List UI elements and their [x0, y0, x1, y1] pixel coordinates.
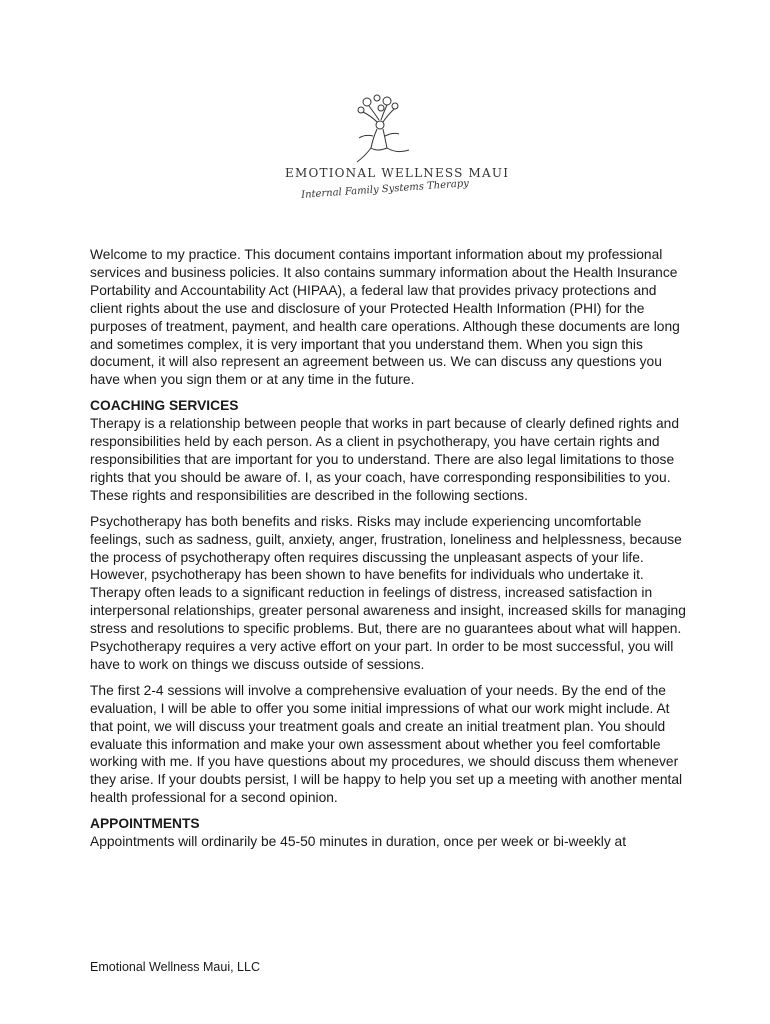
coaching-services-heading: COACHING SERVICES [90, 398, 239, 414]
page-footer: Emotional Wellness Maui, LLC [90, 960, 260, 974]
coaching-services-section [90, 397, 688, 504]
document-body [90, 246, 688, 859]
appointments-heading: APPOINTMENTS [90, 816, 200, 832]
intro-paragraph: Welcome to my practice. This document contains important information about my professional services and business policies. It also contains summary information about the Health Insurance Portability and Accountability Act (HIPAA), a federal law that provides privacy protections and client rights about the use and disclosure of your Protected Health Information (PHI) for the purposes of treatment, payment, and health care operations. Although these documents are long and sometimes complex, it is very important that you understand them. When you sign this document, it will also represent an agreement between us. We can discuss any questions you have when you sign them or at any time in the future. [90, 247, 680, 388]
logo-tagline: Internal Family Systems Therapy [300, 178, 470, 201]
logo-figure-icon [347, 92, 423, 164]
logo [285, 92, 510, 210]
appointments-section [90, 815, 688, 851]
coaching-paragraph-1: Therapy is a relationship between people that works in part because of clearly defined rights and responsibilities held by each person. As a client in psychotherapy, you have certain rights and responsibilities that are important for you to understand. There are also legal limitations to those rights that you should be aware of. I, as your coach, have corresponding responsibilities to you. These rights and responsibilities are described in the following sections. [90, 416, 680, 503]
coaching-paragraph-2: Psychotherapy has both benefits and risks. Risks may include experiencing uncomfortable feelings, such as sadness, guilt, anxiety, anger, frustration, loneliness and helplessness, because the process of psychotherapy often requires discussing the unpleasant aspects of your life. However, psychotherapy has been shown to have benefits for individuals who undertake it. Therapy often leads to a significant reduction in feelings of distress, increased satisfaction in interpersonal relationships, greater personal awareness and insight, increased skills for managing stress and resolutions to specific problems. But, there are no guarantees about what will happen. Psychotherapy requires a very active effort on your part. In order to be most successful, you will have to work on things we discuss outside of sessions. [90, 513, 686, 672]
coaching-paragraph-3: The first 2-4 sessions will involve a comprehensive evaluation of your needs. By the end of the evaluation, I will be able to offer you some initial impressions of what our work might include. At that point, we will discuss your treatment goals and create an initial treatment plan. You should evaluate this information and make your own assessment about whether you feel comfortable working with me. If you have questions about my procedures, we should discuss them whenever they arise. If your doubts persist, I will be happy to help you set up a meeting with another mental health professional for a second opinion. [90, 682, 683, 806]
appointments-paragraph-1: Appointments will ordinarily be 45-50 minutes in duration, once per week or bi-weekly at [90, 834, 627, 850]
logo-name: EMOTIONAL WELLNESS MAUI [285, 166, 510, 180]
